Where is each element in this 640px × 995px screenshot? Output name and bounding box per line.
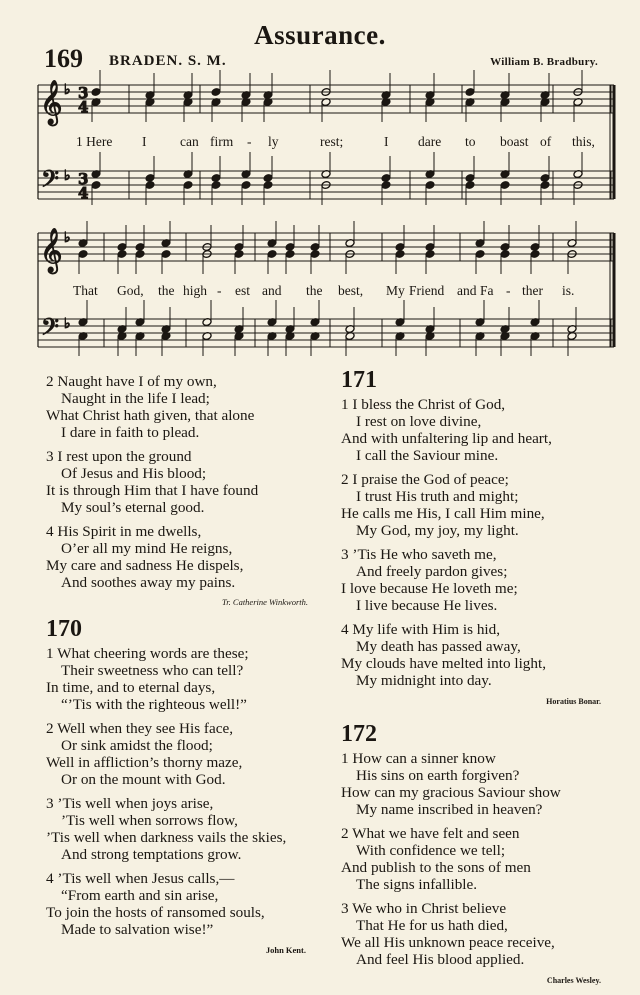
lyric-word: My [386,283,405,298]
lyric-word: high [183,283,208,298]
stanza-line: “From earth and sin arise, [61,887,219,904]
stanza-line: I dare in faith to plead. [61,424,200,441]
stanza-line: 3 I rest upon the ground [46,448,192,465]
stanza-line: 2 What we have felt and seen [341,825,520,842]
stanza [46,448,336,516]
stanza-line: What Christ hath given, that alone [46,407,255,424]
stanza-line: 2 Naught have I of my own, [46,373,217,390]
stanza-line: ’Tis well when sorrows flow, [61,812,238,829]
hymn-169-credit: Tr. Catherine Winkworth. [222,597,308,607]
stanza-line: 1 I bless the Christ of God, [341,396,506,413]
stanza-line: And soothes away my pains. [61,574,236,591]
stanza [341,546,601,614]
flat-icon: ♭ [64,82,71,98]
stanza-line: And strong temptations grow. [61,846,242,863]
hymn-170-number: 170 [46,616,82,642]
stanza [341,396,601,464]
stanza [341,471,601,539]
stanza [46,645,336,713]
stanza [46,795,336,863]
stanza-line: To join the hosts of ransomed souls, [46,904,265,921]
stanza-line: I rest on love divine, [356,413,482,430]
lyric-word: boast [500,134,529,149]
hymn-170-credit: John Kent. [265,945,306,955]
stanza-line: 1 What cheering words are these; [46,645,249,662]
stanza-line: I live because He lives. [356,597,498,614]
lyric-word: I [384,134,389,149]
stanza-line: My death has passed away, [356,638,521,655]
lyric-word: Friend [409,283,445,298]
treble-clef-icon: 𝄞 [40,228,63,272]
stanza-line: And freely pardon gives; [356,563,508,580]
lyric-word: 1 Here [76,134,113,149]
lyric-word: God, [117,283,144,298]
stanza-line: That He for us hath died, [356,917,508,934]
stanza-line: Their sweetness who can tell? [61,662,244,679]
lyric-word: dare [418,134,442,149]
lyric-word: I [142,134,147,149]
stanza-line: Naught in the life I lead; [61,390,210,407]
hymn-172-credit: Charles Wesley. [546,976,601,985]
stanza-line: We all His unknown peace receive, [341,934,555,951]
time-signature: 3 [78,84,89,102]
stanza-line: Well in affliction’s thorny maze, [46,754,243,771]
stanza [46,870,336,938]
stanza-line: I love because He loveth me; [341,580,518,597]
tune-name: BRADEN. S. M. [109,53,227,69]
hymn-171-number: 171 [341,367,377,393]
stanza-line: How can my gracious Saviour show [341,784,561,801]
stanza-line: “’Tis with the righteous well!” [61,696,247,713]
stanza-line: His sins on earth forgiven? [356,767,520,784]
flat-icon: ♭ [64,168,71,184]
stanza [341,900,601,968]
stanza-line: Or sink amidst the flood; [61,737,213,754]
lyric-word: - [217,283,222,298]
lyric-word: ly [268,134,279,149]
stanza-line: O’er all my mind He reigns, [61,540,233,557]
stanza-line: My care and sadness He dispels, [46,557,244,574]
left-column [46,373,336,965]
stanza-line: My clouds have melted into light, [341,655,547,672]
hymn-171-stanzas [341,396,601,689]
stanza-line: I trust His truth and might; [356,488,519,505]
lyric-word: firm [210,134,234,149]
stanza-line: 4 My life with Him is hid, [341,621,501,638]
stanza-line: 3 ’Tis He who saveth me, [341,546,497,563]
stanza-line: 4 ’Tis well when Jesus calls,— [46,870,235,887]
stanza-line: 4 His Spirit in me dwells, [46,523,202,540]
bass-clef-icon: 𝄢 [41,313,60,346]
stanza-line: 1 How can a sinner know [341,750,496,767]
lyric-word: rest; [320,134,344,149]
lyric-word: the [306,283,323,298]
stanza-line: My midnight into day. [356,672,492,689]
lyric-word: and [262,283,282,298]
stanza-line: The signs infallible. [356,876,478,893]
stanza-line: And publish to the sons of men [341,859,531,876]
lyric-word: is. [562,283,575,298]
hymn-169-stanzas [46,373,336,591]
hymn-170-stanzas [46,645,336,938]
stanza-line: 2 Well when they see His face, [46,720,234,737]
stanza-line: He calls me His, I call Him mine, [341,505,545,522]
stanza [341,825,601,893]
stanza-line: My name inscribed in heaven? [356,801,543,818]
lyric-word: Fa [480,283,494,298]
time-signature: 4 [78,184,89,202]
lyric-word: est [235,283,250,298]
lyric-word: this, [572,134,595,149]
stanza-line: 3 We who in Christ believe [341,900,507,917]
stanza-line: ’Tis well when darkness vails the skies, [46,829,287,846]
lyric-word: - [247,134,252,149]
stanza-line: I call the Saviour mine. [356,447,499,464]
stanza-line: 3 ’Tis well when joys arise, [46,795,214,812]
hymn-171-credit: Horatius Bonar. [546,697,601,706]
stanza-line: And with unfaltering lip and heart, [341,430,552,447]
right-column [341,362,601,995]
lyric-word: to [465,134,476,149]
lyric-word: and [457,283,477,298]
stanza [341,621,601,689]
flat-icon: ♭ [64,316,71,332]
music-score [0,0,640,360]
stanza-line: And feel His blood applied. [356,951,525,968]
hymn-number: 169 [44,44,83,73]
lyric-word: ther [522,283,543,298]
lyric-word: best, [338,283,364,298]
flat-icon: ♭ [64,230,71,246]
lyric-word: can [180,134,199,149]
treble-clef-icon: 𝄞 [40,80,63,124]
stanza [46,523,336,591]
stanza-line: My God, my joy, my light. [356,522,519,539]
hymn-172-number: 172 [341,721,377,747]
stanza [46,720,336,788]
stanza-line: It is through Him that I have found [46,482,259,499]
stanza-line: Made to salvation wise!” [61,921,214,938]
bass-clef-icon: 𝄢 [41,165,60,198]
lyric-word: That [73,283,98,298]
time-signature: 3 [78,170,89,188]
stanza-line: In time, and to eternal days, [46,679,216,696]
lyric-word: - [506,283,511,298]
lyric-word: the [158,283,175,298]
stanza-line: With confidence we tell; [356,842,506,859]
lyric-word: of [540,134,552,149]
time-signature: 4 [78,98,89,116]
stanza-line: 2 I praise the God of peace; [341,471,509,488]
stanza-line: Of Jesus and His blood; [61,465,207,482]
stanza-line: Or on the mount with God. [61,771,226,788]
page-title: Assurance. [254,20,386,50]
stanza [341,750,601,818]
stanza [46,373,336,441]
composer-credit: William B. Bradbury. [490,56,598,68]
stanza-line: My soul’s eternal good. [61,499,205,516]
hymn-172-stanzas [341,750,601,968]
